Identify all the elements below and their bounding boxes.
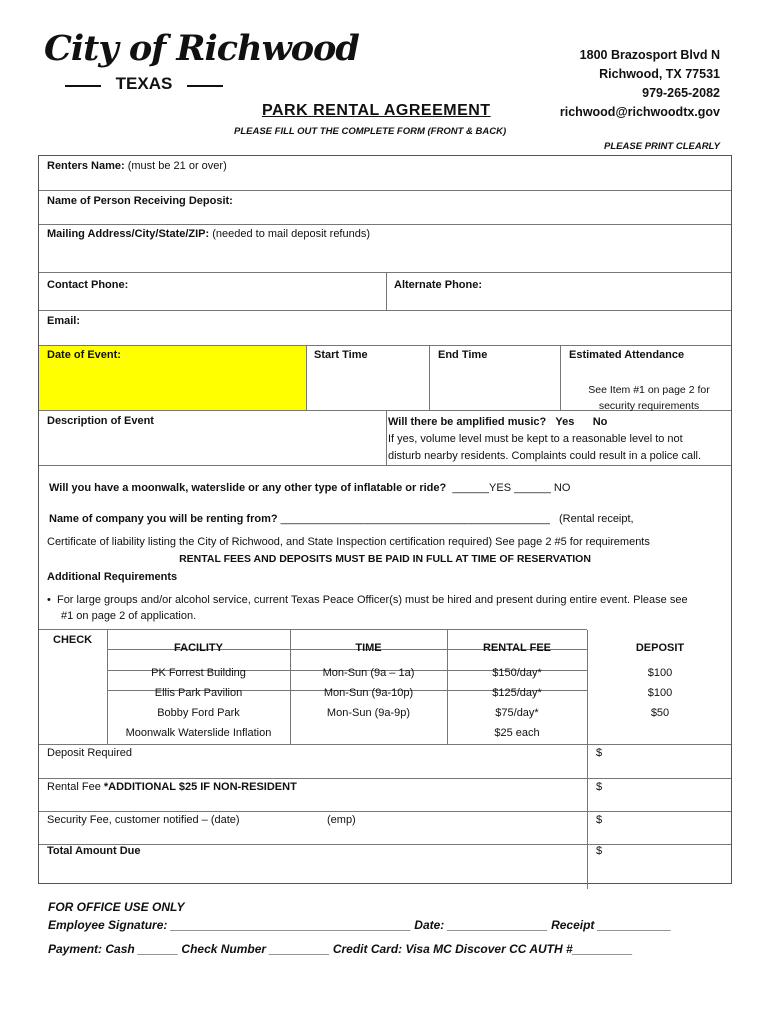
table-row-facility: Ellis Park Pavilion [154,687,243,699]
table-row-fee: $150/day* [492,667,542,679]
address-street: 1800 Brazosport Blvd N [579,48,720,62]
col-time: TIME [355,642,382,654]
company-line[interactable]: ____________________________________________ [280,513,550,525]
contact-phone-field[interactable]: Contact Phone: [47,279,129,291]
amplified-question: Will there be amplified music? [388,416,547,428]
mailing-address-field[interactable] [47,228,370,240]
mailing-note: (needed to mail deposit refunds) [209,228,371,240]
mailing-label: Mailing Address/City/State/ZIP: [47,228,210,240]
deposit-required-label: Deposit Required [47,747,132,759]
rental-fee-row [47,781,297,793]
inflatable-answer[interactable]: ______YES ______ NO [452,482,571,494]
address-phone: 979-265-2082 [642,86,720,100]
table-row-time: Mon-Sun (9a – 1a) [322,667,415,679]
table-row-time: Mon-Sun (9a-9p) [326,707,411,719]
additional-requirements-title: Additional Requirements [47,571,178,583]
additional-requirements-bullet [47,592,688,624]
date-of-event-field[interactable]: Date of Event: [47,349,121,361]
bullet-line2: #1 on page 2 of application. [61,610,197,622]
office-signature-line[interactable]: Employee Signature: ____________________________________ Date: _______________ Receipt ___________ [48,918,672,932]
table-row-facility: Bobby Ford Park [157,707,240,719]
office-payment-line[interactable]: Payment: Cash ______ Check Number _________ Credit Card: Visa MC Discover CC AUTH #_________ [48,942,633,956]
office-use-title: FOR OFFICE USE ONLY [48,900,185,914]
attendance-field[interactable]: Estimated Attendance [569,349,685,361]
table-row-time: Mon-Sun (9a-10p) [323,687,414,699]
table-row-facility: Moonwalk Waterslide Inflation [125,727,272,739]
renters-name-note: (must be 21 or over) [124,160,227,172]
inflatable-question: Will you have a moonwalk, waterslide or any other type of inflatable or ride? [49,482,447,494]
fees-header: RENTAL FEES AND DEPOSITS MUST BE PAID IN FULL AT TIME OF RESERVATION [179,553,591,565]
table-row-fee: $25 each [494,727,540,739]
table-row-deposit: $100 [647,667,673,679]
alternate-phone-field[interactable]: Alternate Phone: [394,279,483,291]
deposit-receiver-field[interactable]: Name of Person Receiving Deposit: [47,195,233,207]
col-facility: FACILITY [174,642,223,654]
volume-note-1: If yes, volume level must be kept to a reasonable level to not [388,433,683,445]
emp-label: (emp) [327,814,356,826]
page-subtitle: PLEASE FILL OUT THE COMPLETE FORM (FRONT & BACK) [234,126,507,137]
total-due-amount[interactable]: $ [596,845,603,857]
address-city: Richwood, TX 77531 [599,67,720,81]
renters-name-label: Renters Name: [47,160,125,172]
table-row-facility: PK Forrest Building [151,667,246,679]
table-row-deposit: $50 [650,707,670,719]
table-row-fee: $125/day* [492,687,542,699]
inflatable-question-row [49,482,570,494]
deposit-required-amount[interactable]: $ [596,747,603,759]
rental-fee-amount[interactable]: $ [596,781,603,793]
address-email: richwood@richwoodtx.gov [559,105,720,119]
print-clearly-note: PLEASE PRINT CLEARLY [604,141,720,152]
description-field[interactable]: Description of Event [47,415,154,427]
city-address [560,46,720,122]
logo-rule-right [187,85,223,87]
security-note-line1: See Item #1 on page 2 for [588,384,710,396]
logo-rule-left [65,85,101,87]
col-check: CHECK [53,634,93,646]
rental-fee-label: Rental Fee [47,781,104,793]
company-question-row [49,513,634,525]
end-time-field[interactable]: End Time [438,349,488,361]
company-note: (Rental receipt, [559,513,634,525]
amplified-no[interactable]: No [592,416,608,428]
company-question: Name of company you will be renting from? [49,513,278,525]
renters-name-field[interactable] [47,160,227,172]
volume-note-2: disturb nearby residents. Complaints could result in a police call. [388,450,702,462]
email-field[interactable]: Email: [47,315,81,327]
col-rental-fee: RENTAL FEE [482,642,552,654]
table-row-fee: $75/day* [495,707,539,719]
table-row-deposit: $100 [647,687,673,699]
amplified-music-block [388,414,701,465]
certificate-note: Certificate of liability listing the City of Richwood, and State Inspection certification required) See page 2 #5 for requirements [47,536,650,548]
amplified-yes[interactable]: Yes [555,416,575,428]
security-fee-label: Security Fee, customer notified – (date) [47,814,240,826]
start-time-field[interactable]: Start Time [314,349,368,361]
total-due-label: Total Amount Due [47,845,141,857]
city-logo-script: City of Richwood [44,28,359,69]
security-note [569,382,729,414]
security-fee-amount[interactable]: $ [596,814,603,826]
page-title: PARK RENTAL AGREEMENT [262,102,491,119]
col-deposit: DEPOSIT [635,642,685,654]
bullet-line1: For large groups and/or alcohol service, current Texas Peace Officer(s) must be hired and present during entire event. Please see [56,594,688,606]
non-resident-note: *ADDITIONAL $25 IF NON-RESIDENT [103,781,297,793]
security-note-line2: security requirements [598,400,700,412]
bullet-icon: • [47,594,57,606]
logo-state-text: TEXAS [115,74,173,93]
city-logo-state [65,74,223,94]
rental-form [38,155,732,884]
